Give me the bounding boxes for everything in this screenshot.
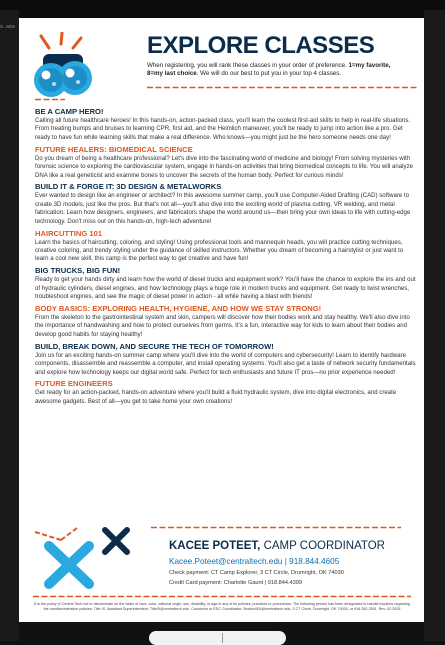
class-title: BIG TRUCKS, BIG FUN! xyxy=(35,266,121,276)
contact-phone: 918.844.4605 xyxy=(289,557,340,566)
class-title: HAIRCUTTING 101 xyxy=(35,228,103,238)
class-description: From the skeleton to the gastrointestinal system and skin, campers will discover how their bodies work and stay healthy. We'll also dive into the importance of handwashing and how to protect ourselves from germs. It's a fun, interactive way for kids to learn about their bodies and develop good habits for staying healthy! xyxy=(35,314,410,338)
modal-top-edge xyxy=(19,10,424,18)
binoculars-icon xyxy=(29,32,97,104)
nondiscrimination-disclaimer: It is the policy of Central Tech not to discriminate on the basis of race, color, national origin, sex, disability, or age in any of its policies, practices or procedures. The following person has been designated to handle inquiries regarding the nondiscrimination policies: Title IX, Assistant Superintendent, TitleIX@centraltech.edu. Counselor or ESC Coordinator, Section504@centraltech.edu, 3 CT Circle, Drumright, OK 74030, or 918.352.2551. Rev. 02.2025 xyxy=(34,602,410,611)
class-section xyxy=(35,379,418,406)
right-background-panel xyxy=(424,10,445,641)
class-description: Join us for an exciting hands-on summer camp where you'll dive into the world of computers and cybersecurity! Learn to identify hardware components, disassemble and reassemble a computer, and install operating systems. You'll also get a taste of network security fundamentals and explore how technology keeps our digital world safe. Perfect for tech enthusiasts and future IT pros—no prior experience needed! xyxy=(35,351,416,376)
class-title: BE A CAMP HERO! xyxy=(35,107,104,116)
check-payment-info: Check payment: CT Camp Explorer, 3 CT Circle, Drumright, OK 74030 xyxy=(169,570,344,576)
class-section xyxy=(35,229,418,264)
footer-dash-rule-top xyxy=(151,526,401,529)
class-section xyxy=(35,342,418,377)
flyer-page xyxy=(19,10,424,622)
class-description: Get ready for an action-packed, hands-on adventure where you'll build a fluid hydraulic system, dive into digital electronics, and create awesome gadgets. Best of all—you get to take home your own creations! xyxy=(35,389,397,405)
toolbar-divider xyxy=(222,633,223,643)
class-title: BODY BASICS: EXPLORING HEALTH, HYGIENE, AND HOW WE STAY STRONG! xyxy=(35,304,322,313)
class-section xyxy=(35,304,418,339)
page-subtitle xyxy=(147,62,397,78)
header-dash-rule xyxy=(147,86,417,89)
subtitle-ranking-note: 1=my favorite, 8=my last choice xyxy=(147,62,391,77)
class-section xyxy=(35,107,418,142)
class-description: Calling all future healthcare heroes! In this hands-on, action-packed class, you'll learn the coolest first-aid skills to help in real-life situations. From treating bumps and bruises to learning CPR, first aid, and the Heimlich maneuver, you'll be ready to jump into action like a pro. Get ready to have fun while learning skills that make a real difference. Who knows—you might just be the hero someone needs one day! xyxy=(35,117,411,141)
class-section xyxy=(35,182,418,226)
class-list xyxy=(35,107,418,409)
footer-dash-rule-bottom xyxy=(33,595,411,598)
class-description: Ready to get your hands dirty and learn how the world of diesel trucks and equipment work? You'll have the chance to explore the ins and out of hydraulic cylinders, diesel engines, and how technology plays a huge role in modern trucks and equipment. Get ready to twist wrenches, troubleshoot engines, and see the magic of diesel power in action - all while having a blast with friends! xyxy=(35,276,416,301)
background-text-snippet: s.ass xyxy=(0,24,16,30)
class-description: Ever wanted to design like an engineer or architect? In this awesome summer camp, you'll use Computer-Aided Drafting (CAD) software to create 3D models, just like the pros. But that's not all—you'll also dive into the exciting world of plasma cutting, VR welding, and metal fabrication. Learn how designers, engineers, and fabricators shape the world around us—then bring your own ideas to life with cutting-edge technology. Don't miss out on this hands-on, high-tech adventure! xyxy=(35,192,411,225)
contact-person: KACEE POTEET, xyxy=(169,540,261,552)
class-description: Do you dream of being a healthcare professional? Let's dive into the fascinating world of medicine and biology! From solving mysteries with forensic science to exploring the cardiovascular system, engage in hands-on activities that bring biomedical concepts to life. You will analyze DNA like a real geneticist and examine bones to uncover the secrets of the human body. Perfect for curious minds! xyxy=(35,154,414,179)
contact-email-line xyxy=(169,557,339,566)
card-payment-info: Credit Card payment: Charlotte Gaunt | 918.844.4399 xyxy=(169,580,302,586)
contact-role: CAMP COORDINATOR xyxy=(260,540,385,552)
class-title: BUILD, BREAK DOWN, AND SECURE THE TECH OF TOMORROW! xyxy=(35,341,274,351)
page-title: EXPLORE CLASSES xyxy=(147,32,375,59)
class-title: BUILD IT & FORGE IT: 3D DESIGN & METALWORKS xyxy=(35,182,222,192)
subtitle-text-2: . We will do our best to put you in your top 4 classes. xyxy=(196,70,342,77)
contact-separator: | xyxy=(284,557,287,566)
contact-email-link[interactable]: Kacee.Poteet@centraltech.edu xyxy=(169,557,283,566)
left-background-panel xyxy=(0,10,19,641)
subtitle-text-1: When registering, you will rank these classes in your order of preference. xyxy=(147,62,347,69)
class-section xyxy=(35,266,418,301)
class-section xyxy=(35,145,418,180)
header-dash-stub xyxy=(35,98,65,101)
class-title: FUTURE HEALERS: BIOMEDICAL SCIENCE xyxy=(35,144,193,154)
class-title: FUTURE ENGINEERS xyxy=(35,379,113,389)
class-description: Learn the basics of haircutting, coloring, and styling! Using professional tools and mannequin heads, you will practice cutting techniques, creative coloring, and trendy styling under the guidance of skilled instructors. Whether you dream of becoming a hairstylist or just want to learn a cool new skill, this camp is the perfect way to get creative and have fun! xyxy=(35,238,404,263)
viewer-toolbar[interactable] xyxy=(149,631,286,645)
viewer-top-bar xyxy=(0,0,445,10)
contact-name xyxy=(169,540,385,552)
x-logo-icon xyxy=(31,524,141,590)
